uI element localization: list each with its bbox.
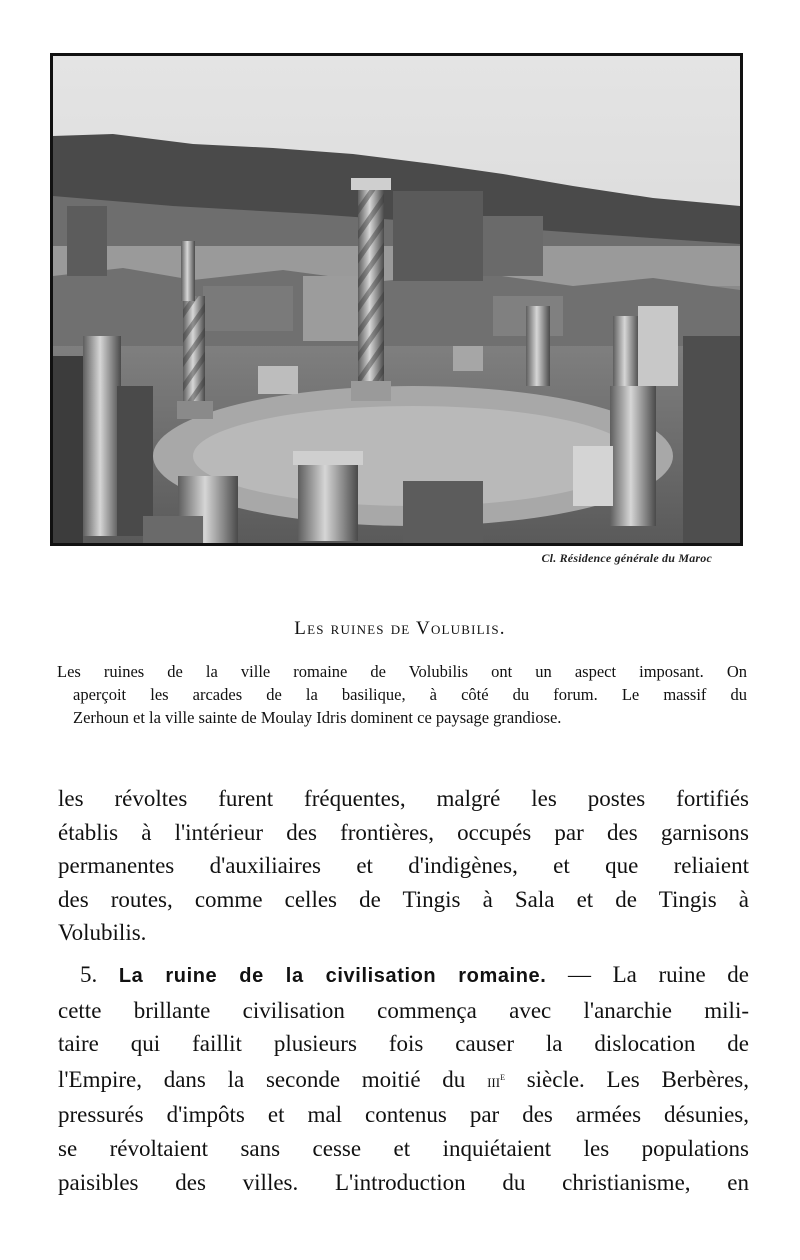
body-text <box>58 782 749 1199</box>
century-suffix: e <box>500 1070 505 1083</box>
section-heading-line <box>58 958 749 994</box>
section-dash: — <box>546 961 613 987</box>
body-line-part: siècle. Les Berbères, <box>526 1066 749 1092</box>
body-line: paisibles des villes. L'introduction du christianisme, en <box>58 1169 749 1195</box>
body-line: Volubilis. <box>58 920 147 946</box>
body-line: établis à l'intérieur des frontières, occupés par des garnisons <box>58 819 749 845</box>
body-line <box>58 1061 749 1099</box>
body-line: se révoltaient sans cesse et inquiétaient les populations <box>58 1135 749 1161</box>
century-numeral: iii$^e$ <box>487 1070 505 1091</box>
body-line: taire qui faillit plusieurs fois causer la dislocation de <box>58 1031 749 1057</box>
photo-credit: Cl. Résidence générale du Maroc <box>541 551 712 565</box>
section-first-words: La ruine de <box>612 961 749 987</box>
caption-line: aperçoit les arcades de la basilique, à côté du forum. Le massif du <box>73 685 747 704</box>
body-line: des routes, comme celles de Tingis à Sala et de Tingis à <box>58 886 749 912</box>
section-heading: La ruine de la civilisation romaine. <box>118 964 547 987</box>
caption-line: Zerhoun et la ville sainte de Moulay Idris dominent ce paysage grandiose. <box>73 708 562 727</box>
body-line: permanentes d'auxiliaires et d'indigènes, et que reliaient <box>58 853 749 879</box>
volubilis-ruins-illustration <box>53 56 740 543</box>
section-number: 5. <box>80 961 98 987</box>
body-line: cette brillante civilisation commença avec l'anarchie mili- <box>58 997 749 1023</box>
body-line: les révoltes furent fréquentes, malgré les postes fortifiés <box>58 786 749 811</box>
body-line-part: l'Empire, dans la seconde moitié du <box>58 1066 488 1092</box>
caption-text <box>57 660 747 729</box>
ruins-photograph <box>50 53 743 546</box>
body-line: pressurés d'impôts et mal contenus par des armées désunies, <box>58 1102 749 1128</box>
caption-title: Les ruines de Volubilis. <box>294 618 506 639</box>
caption-line: Les ruines de la ville romaine de Volubilis ont un aspect imposant. On <box>57 662 747 681</box>
